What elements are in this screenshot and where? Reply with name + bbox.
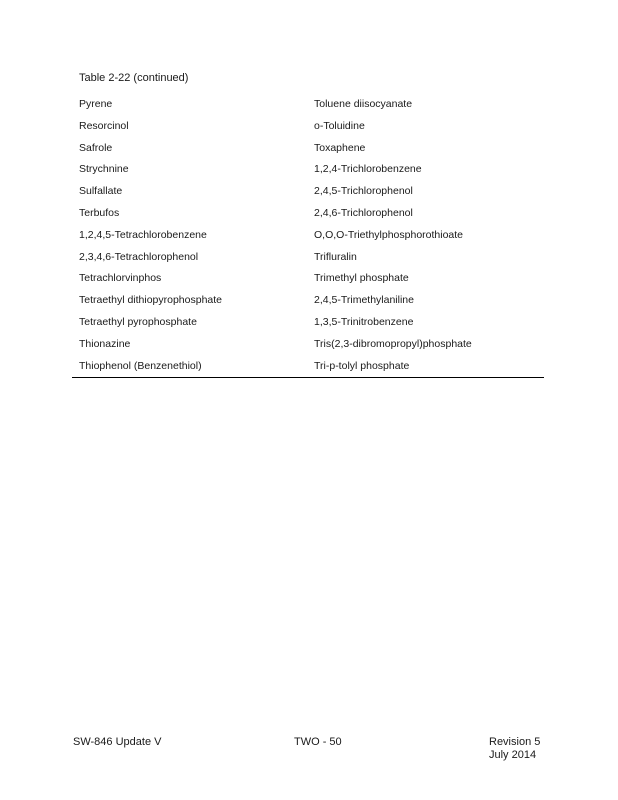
table-cell: Pyrene [79, 98, 113, 110]
compound-table [72, 94, 544, 378]
footer-page-number: TWO - 50 [294, 736, 342, 748]
table-row [72, 181, 544, 203]
table-row [72, 116, 544, 138]
table-cell: Terbufos [79, 206, 120, 219]
table-row [72, 203, 544, 225]
table-cell: Tris(2,3-dibromopropyl)phosphate [314, 337, 472, 350]
table-cell: Safrole [79, 141, 113, 154]
table-cell: Tetrachlorvinphos [79, 272, 162, 285]
table-row [72, 247, 544, 269]
footer-document-title: SW-846 Update V [73, 736, 162, 748]
table-cell: 1,2,4-Trichlorobenzene [314, 163, 422, 176]
table-row [72, 159, 544, 181]
table-cell: Tri-p-tolyl phosphate [314, 359, 410, 372]
table-cell: 1,3,5-Trinitrobenzene [314, 315, 414, 328]
table-cell: 2,3,4,6-Tetrachlorophenol [79, 250, 199, 263]
table-cell: 2,4,5-Trimethylaniline [314, 294, 414, 307]
table-cell: Tetraethyl pyrophosphate [79, 315, 197, 328]
table-cell: 2,4,6-Trichlorophenol [314, 206, 413, 219]
table-cell: Sulfallate [79, 185, 123, 198]
table-cell: Toluene diisocyanate [314, 98, 413, 110]
table-cell: Thiophenol (Benzenethiol) [79, 359, 202, 372]
footer-revision-date: July 2014 [489, 749, 537, 761]
table-row [72, 356, 544, 378]
table-cell: Toxaphene [314, 141, 366, 154]
table-cell: O,O,O-Triethylphosphorothioate [314, 228, 464, 241]
table-row [72, 290, 544, 312]
table-row [72, 312, 544, 334]
table-cell: Trifluralin [314, 250, 357, 263]
table-caption: Table 2-22 (continued) [79, 72, 189, 84]
footer-revision [489, 736, 540, 762]
table-cell: Thionazine [79, 337, 131, 350]
table-cell: 1,2,4,5-Tetrachlorobenzene [79, 228, 207, 241]
table-row [72, 138, 544, 160]
table-cell: Strychnine [79, 163, 129, 176]
table-row [72, 268, 544, 290]
table-row [72, 225, 544, 247]
table-cell: o-Toluidine [314, 119, 365, 132]
table-cell: Resorcinol [79, 119, 129, 132]
table-row [72, 94, 544, 116]
table-row [72, 334, 544, 356]
table-cell: 2,4,5-Trichlorophenol [314, 185, 413, 198]
table-cell: Trimethyl phosphate [314, 272, 409, 285]
footer-revision-number: Revision 5 [489, 736, 541, 748]
table-cell: Tetraethyl dithiopyrophosphate [79, 294, 223, 307]
